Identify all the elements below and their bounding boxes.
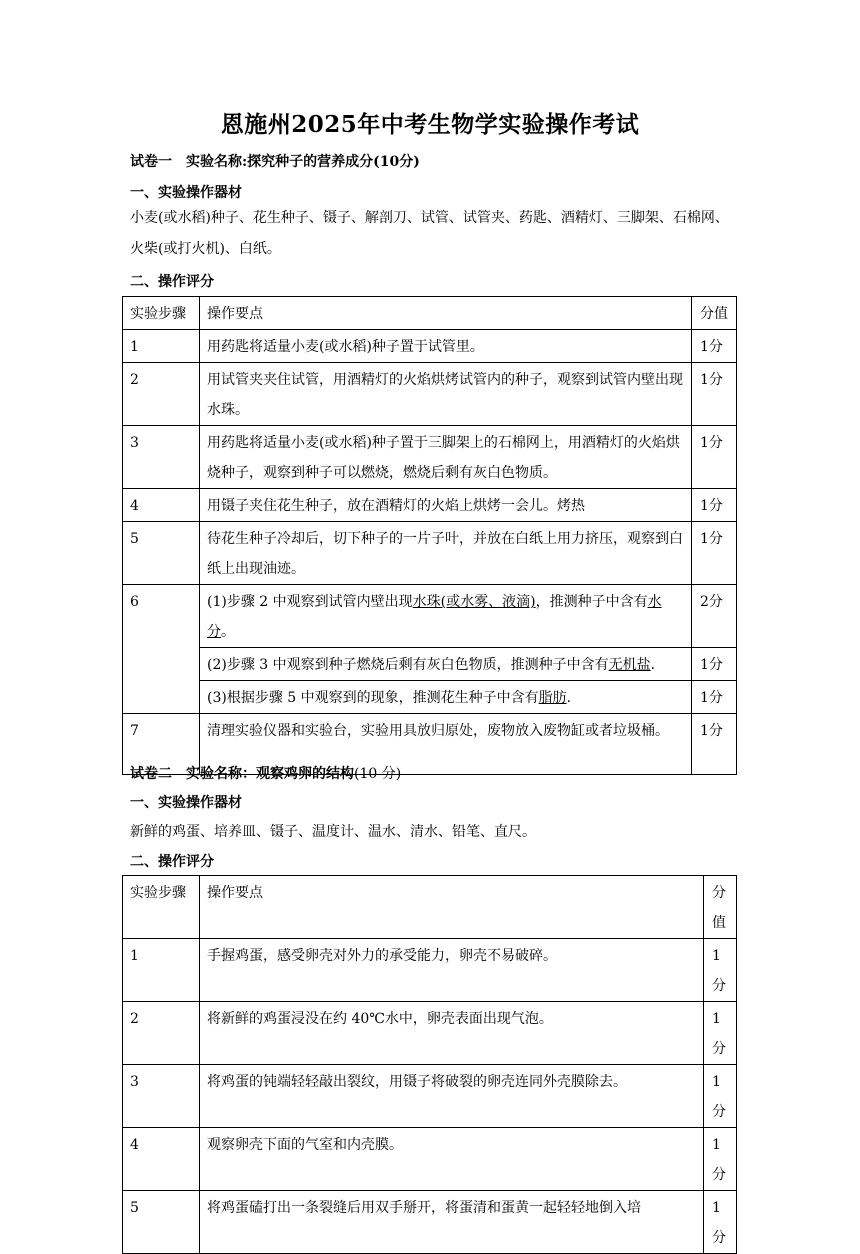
inference-2-end: .	[650, 657, 656, 673]
step-points: 用药匙将适量小麦(或水稻)种子置于试管里。	[200, 330, 692, 363]
step-number: 4	[123, 489, 200, 522]
step-points-inference-2	[200, 648, 692, 681]
table-row	[123, 522, 737, 585]
header-score: 分值	[704, 876, 737, 939]
table-row	[123, 489, 737, 522]
inference-2-text: (2)步骤 3 中观察到种子燃烧后剩有灰白色物质，推测种子中含有	[207, 657, 609, 673]
table-row	[123, 1191, 737, 1254]
step-score: 1分	[692, 522, 737, 585]
table-row	[123, 1065, 737, 1128]
step-score: 1分	[704, 1191, 737, 1254]
step-score: 1分	[692, 714, 737, 775]
paper2-materials-heading: 一、实验操作器材	[130, 795, 242, 811]
paper1-materials-text: 小麦(或水稻)种子、花生种子、镊子、解剖刀、试管、试管夹、药匙、酒精灯、三脚架、石棉网、火柴(或打火机)、白纸。	[130, 210, 729, 257]
table-row	[123, 363, 737, 426]
paper1-label: 试卷一	[130, 154, 172, 170]
header-points: 操作要点	[200, 876, 704, 939]
step-score: 1分	[692, 363, 737, 426]
paper2-scoring-heading: 二、操作评分	[130, 854, 214, 870]
step-number: 1	[123, 939, 200, 1002]
paper1-scoring-heading: 二、操作评分	[130, 274, 214, 290]
step-points: 用药匙将适量小麦(或水稻)种子置于三脚架上的石棉网上，用酒精灯的火焰烘烧种子，观察到种子可以燃烧，燃烧后剩有灰白色物质。	[200, 426, 692, 489]
step-points: 将鸡蛋的钝端轻轻敲出裂纹，用镊子将破裂的卵壳连同外壳膜除去。	[200, 1065, 704, 1128]
paper2-experiment-name: 实验名称：观察鸡卵的结构	[186, 766, 354, 782]
paper2-heading	[130, 763, 401, 783]
step-points: 用镊子夹住花生种子，放在酒精灯的火焰上烘烤一会儿。烤热	[200, 489, 692, 522]
step-points: 待花生种子冷却后，切下种子的一片子叶，并放在白纸上用力挤压，观察到白纸上出现油迹。	[200, 522, 692, 585]
step-points-inference-1	[200, 585, 692, 648]
table-row	[123, 426, 737, 489]
step-number: 5	[123, 522, 200, 585]
paper2-label: 试卷二	[130, 766, 172, 782]
inference-1-answer-b: 水分	[207, 594, 662, 640]
step-number: 3	[123, 426, 200, 489]
step-number: 1	[123, 330, 200, 363]
header-score: 分值	[692, 297, 737, 330]
table-row	[123, 939, 737, 1002]
step-score: 1分	[692, 426, 737, 489]
page-title: 恩施州2025年中考生物学实验操作考试	[220, 111, 640, 138]
step-number: 4	[123, 1128, 200, 1191]
step-score: 1分	[704, 939, 737, 1002]
step-number: 2	[123, 363, 200, 426]
inference-3-text: (3)根据步骤 5 中观察到的现象，推测花生种子中含有	[207, 690, 539, 706]
header-step: 实验步骤	[123, 297, 200, 330]
inference-3-answer: 脂肪	[538, 690, 567, 706]
paper2-experiment-score: (10 分)	[354, 766, 402, 782]
table-header-row	[123, 876, 737, 939]
inference-1-text-mid: ，推测种子中含有	[535, 594, 648, 610]
step-number: 5	[123, 1191, 200, 1254]
step-number: 7	[123, 714, 200, 775]
step-score: 1分	[692, 489, 737, 522]
inference-3-end: .	[566, 690, 572, 706]
step-number: 2	[123, 1002, 200, 1065]
table-row	[123, 1002, 737, 1065]
paper2-materials-text: 新鲜的鸡蛋、培养皿、镊子、温度计、温水、清水、铅笔、直尺。	[130, 824, 536, 840]
step-number: 6	[123, 585, 200, 714]
step-points: 用试管夹夹住试管，用酒精灯的火焰烘烤试管内的种子，观察到试管内壁出现水珠。	[200, 363, 692, 426]
step-score: 1分	[692, 330, 737, 363]
table-header-row	[123, 297, 737, 330]
table-row	[123, 585, 737, 648]
step-points: 手握鸡蛋，感受卵壳对外力的承受能力，卵壳不易破碎。	[200, 939, 704, 1002]
table-row	[123, 648, 737, 681]
table-row	[123, 330, 737, 363]
paper2-scoring-table	[122, 875, 737, 1254]
paper1-experiment-name: 实验名称:探究种子的营养成分(10分)	[186, 154, 420, 170]
paper1-heading	[130, 151, 420, 171]
step-score: 2分	[692, 585, 737, 648]
step-points: 观察卵壳下面的气室和内壳膜。	[200, 1128, 704, 1191]
step-points: 将鸡蛋磕打出一条裂缝后用双手掰开，将蛋清和蛋黄一起轻轻地倒入培	[200, 1191, 704, 1254]
step-number: 3	[123, 1065, 200, 1128]
step-score: 1分	[704, 1065, 737, 1128]
inference-1-answer-a: 水珠(或水雾、液滴)	[412, 594, 536, 610]
inference-1-text: (1)步骤 2 中观察到试管内壁出现	[207, 594, 413, 610]
header-points: 操作要点	[200, 297, 692, 330]
step-points-inference-3	[200, 681, 692, 714]
step-score: 1分	[692, 681, 737, 714]
step-score: 1分	[704, 1128, 737, 1191]
table-row	[123, 1128, 737, 1191]
paper1-materials-heading: 一、实验操作器材	[130, 185, 242, 201]
inference-2-answer: 无机盐	[608, 657, 651, 673]
step-points: 清理实验仪器和实验台，实验用具放归原处，废物放入废物缸或者垃圾桶。	[200, 714, 692, 775]
table-row	[123, 681, 737, 714]
inference-1-end: 。	[221, 624, 235, 640]
header-step: 实验步骤	[123, 876, 200, 939]
step-points: 将新鲜的鸡蛋浸没在约 40℃水中，卵壳表面出现气泡。	[200, 1002, 704, 1065]
paper1-scoring-table	[122, 296, 737, 775]
step-score: 1分	[692, 648, 737, 681]
step-score: 1分	[704, 1002, 737, 1065]
